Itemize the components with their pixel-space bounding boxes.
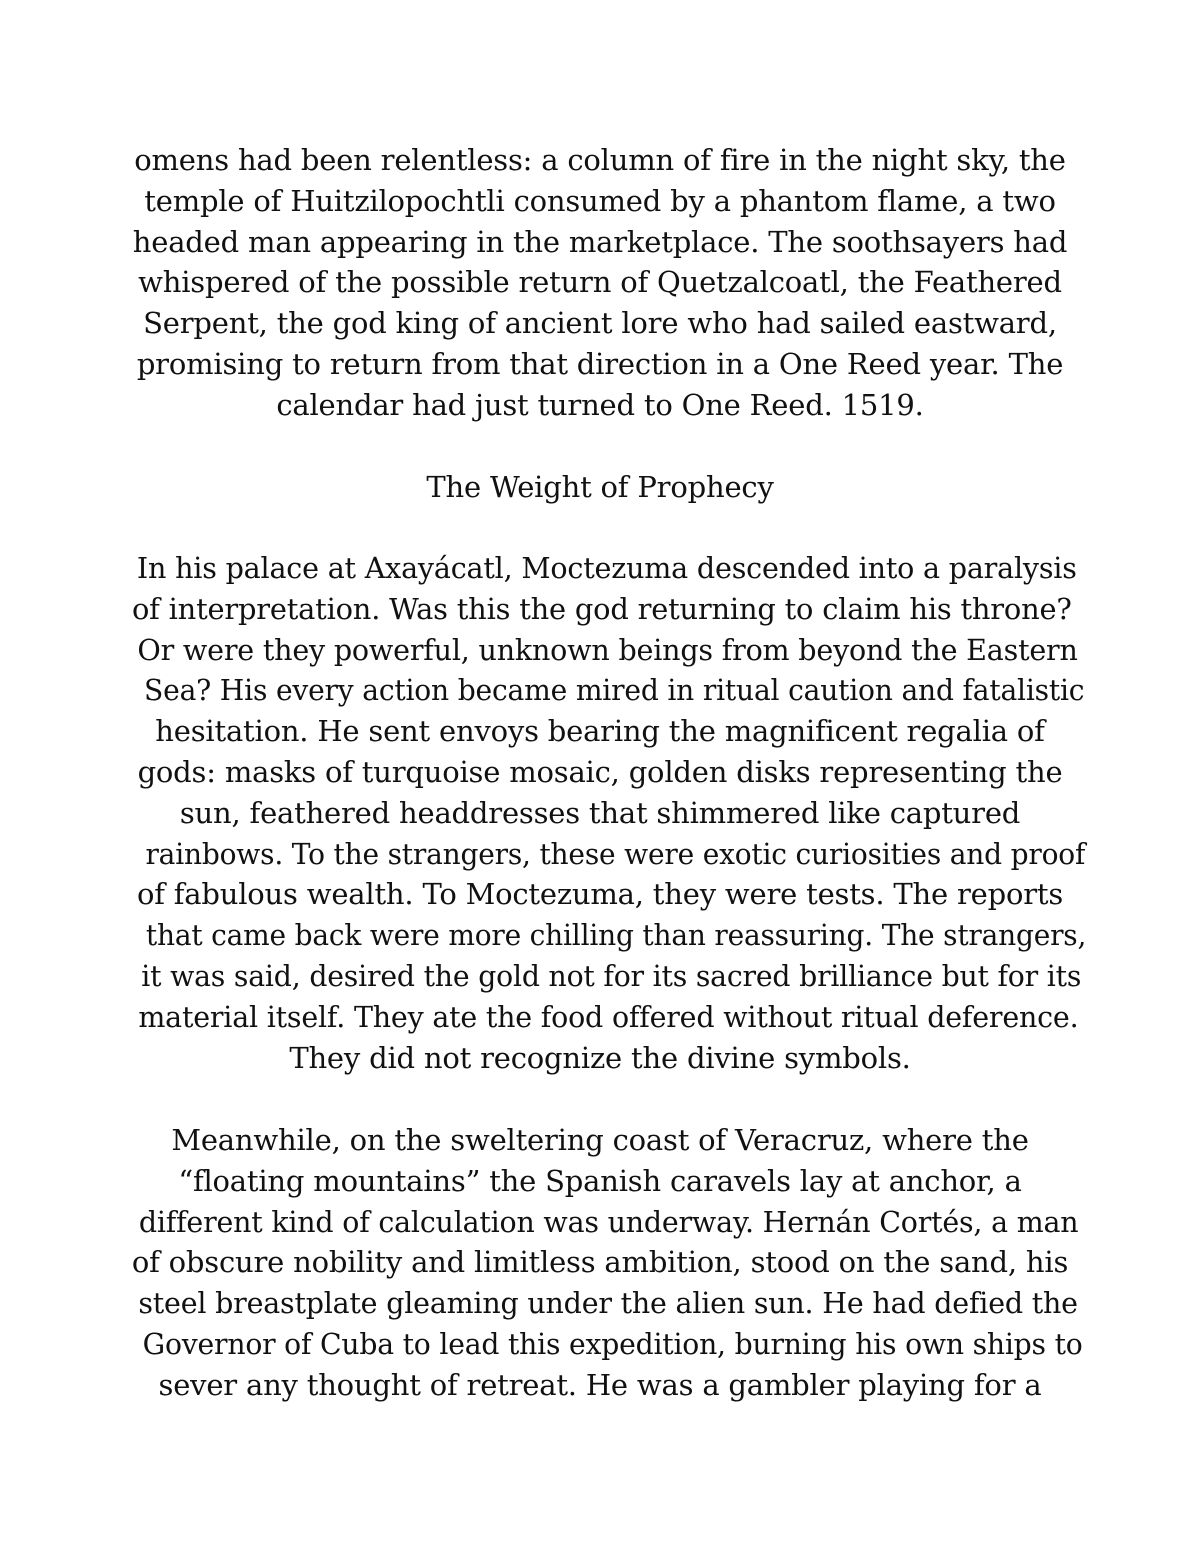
- text-line: sun, feathered headdresses that shimmered like captured: [179, 795, 1021, 830]
- text-line: In his palace at Axayácatl, Moctezuma descended into a paralysis: [136, 551, 1077, 585]
- paragraph-omens: [130, 140, 1070, 426]
- text-line: calendar had just turned to One Reed. 1519.: [276, 387, 924, 422]
- text-line: Sea? His every action became mired in ritual caution and fatalistic: [144, 673, 1085, 708]
- text-line: headed man appearing in the marketplace. The soothsayers had: [132, 224, 1068, 259]
- text-line: Or were they powerful, unknown beings from beyond the Eastern: [137, 632, 1078, 667]
- text-line: They did not recognize the divine symbols.: [289, 1040, 911, 1075]
- text-line: Serpent, the god king of ancient lore who had sailed eastward,: [143, 306, 1057, 341]
- text-line: omens had been relentless: a column of fire in the night sky, the: [134, 143, 1066, 177]
- text-line: that came back were more chilling than reassuring. The strangers,: [145, 918, 1087, 953]
- section-heading: [130, 467, 1070, 508]
- paragraph-cortes: [130, 1120, 1083, 1406]
- text-line: Governor of Cuba to lead this expedition, burning his own ships to: [142, 1326, 1083, 1361]
- text-line: Meanwhile, on the sweltering coast of Veracruz, where the: [171, 1123, 1029, 1157]
- text-line: material itself. They ate the food offered without ritual deference.: [138, 999, 1079, 1034]
- text-line: of interpretation. Was this the god returning to claim his throne?: [131, 591, 1072, 626]
- text-line: promising to return from that direction in a One Reed year. The: [136, 346, 1064, 381]
- text-line: hesitation. He sent envoys bearing the magnificent regalia of: [155, 714, 1045, 749]
- text-line: whispered of the possible return of Quetzalcoatl, the Feathered: [138, 265, 1062, 300]
- text-line: gods: masks of turquoise mosaic, golden disks representing the: [137, 754, 1063, 789]
- text-line: of obscure nobility and limitless ambition, stood on the sand, his: [131, 1245, 1069, 1280]
- text-line: “floating mountains” the Spanish caravels lay at anchor, a: [178, 1163, 1022, 1198]
- text-line: of fabulous wealth. To Moctezuma, they were tests. The reports: [136, 877, 1064, 912]
- text-line: it was said, desired the gold not for its sacred brilliance but for its: [141, 958, 1082, 993]
- text-line: rainbows. To the strangers, these were exotic curiosities and proof: [145, 836, 1086, 871]
- text-line: temple of Huitzilopochtli consumed by a phantom flame, a two: [144, 183, 1056, 218]
- heading-text: The Weight of Prophecy: [426, 470, 774, 504]
- text-line: different kind of calculation was underway. Hernán Cortés, a man: [138, 1204, 1079, 1239]
- text-line: steel breastplate gleaming under the alien sun. He had defied the: [138, 1286, 1078, 1321]
- paragraph-moctezuma: [130, 548, 1087, 1078]
- text-line: sever any thought of retreat. He was a gambler playing for a: [158, 1367, 1042, 1402]
